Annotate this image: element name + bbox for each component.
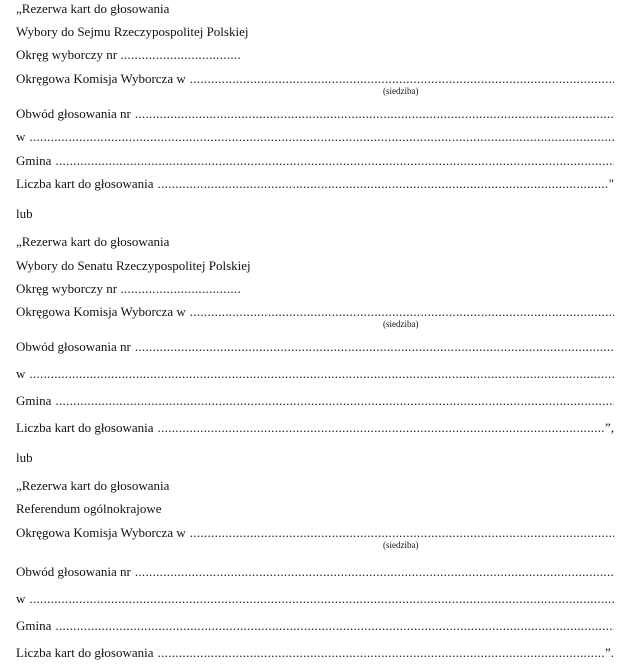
block1-place-field[interactable]: [29, 128, 614, 146]
block2-seat-note: (siedziba): [383, 319, 419, 329]
block2-cards-row: [16, 419, 614, 437]
block3-commission-row: [16, 524, 614, 542]
block1-cards-field[interactable]: [158, 175, 609, 193]
block3-place-field[interactable]: [29, 590, 614, 608]
block1-circuit-field[interactable]: [135, 105, 614, 123]
block1-seat-note: (siedziba): [383, 86, 419, 96]
block2-closing-quote: ”,: [604, 420, 614, 435]
block3-municipality-label: Gmina: [16, 618, 52, 633]
block2-commission-row: [16, 303, 614, 321]
block1-place-label: w: [16, 129, 26, 144]
block3-heading: „Rezerwa kart do głosowania: [16, 478, 170, 493]
block1-place-row: [16, 128, 614, 146]
block3-municipality-field[interactable]: [55, 617, 614, 635]
block3-election-name: Referendum ogólnokrajowe: [16, 501, 162, 516]
block3-place-row: [16, 590, 614, 608]
block3-circuit-field[interactable]: [135, 563, 614, 581]
block2-district-row: [16, 280, 241, 298]
block1-district-label: Okręg wyborczy nr: [16, 47, 118, 62]
block2-municipality-field[interactable]: [55, 392, 614, 410]
block2-municipality-label: Gmina: [16, 393, 52, 408]
block3-closing-quote: ”.: [604, 645, 614, 660]
separator-or-2: lub: [16, 450, 33, 465]
block2-election-name: Wybory do Senatu Rzeczypospolitej Polskiej: [16, 258, 251, 273]
block3-cards-label: Liczba kart do głosowania: [16, 645, 154, 660]
block2-cards-field[interactable]: [158, 419, 605, 437]
block2-place-label: w: [16, 366, 26, 381]
block3-circuit-row: [16, 563, 614, 581]
block2-commission-label: Okręgowa Komisja Wyborcza w: [16, 304, 186, 319]
block1-municipality-field[interactable]: [55, 152, 614, 170]
block2-circuit-field[interactable]: [135, 338, 614, 356]
block1-district-row: [16, 46, 241, 64]
block3-cards-row: [16, 644, 614, 662]
block3-cards-field[interactable]: [158, 644, 605, 662]
block2-circuit-label: Obwód głosowania nr: [16, 339, 131, 354]
block1-election-name: Wybory do Sejmu Rzeczypospolitej Polskiej: [16, 24, 249, 39]
block1-cards-label: Liczba kart do głosowania: [16, 176, 154, 191]
block1-district-field[interactable]: ..................................: [120, 47, 242, 62]
block2-place-field[interactable]: [29, 365, 614, 383]
block1-circuit-row: [16, 105, 614, 123]
block2-circuit-row: [16, 338, 614, 356]
block3-commission-label: Okręgowa Komisja Wyborcza w: [16, 525, 186, 540]
block3-municipality-row: [16, 617, 614, 635]
block1-closing-quote: ": [608, 176, 614, 191]
block1-circuit-label: Obwód głosowania nr: [16, 106, 131, 121]
block1-municipality-row: [16, 152, 614, 170]
block3-seat-note: (siedziba): [383, 540, 419, 550]
block1-cards-row: [16, 175, 614, 193]
block1-heading: „Rezerwa kart do głosowania: [16, 1, 170, 16]
block2-heading: „Rezerwa kart do głosowania: [16, 234, 170, 249]
block3-circuit-label: Obwód głosowania nr: [16, 564, 131, 579]
block1-commission-label: Okręgowa Komisja Wyborcza w: [16, 71, 186, 86]
block2-place-row: [16, 365, 614, 383]
block2-municipality-row: [16, 392, 614, 410]
block3-place-label: w: [16, 591, 26, 606]
separator-or-1: lub: [16, 206, 33, 221]
block2-district-label: Okręg wyborczy nr: [16, 281, 118, 296]
block1-municipality-label: Gmina: [16, 153, 52, 168]
block2-district-field[interactable]: ..................................: [120, 281, 242, 296]
block2-cards-label: Liczba kart do głosowania: [16, 420, 154, 435]
block1-commission-row: [16, 70, 614, 88]
